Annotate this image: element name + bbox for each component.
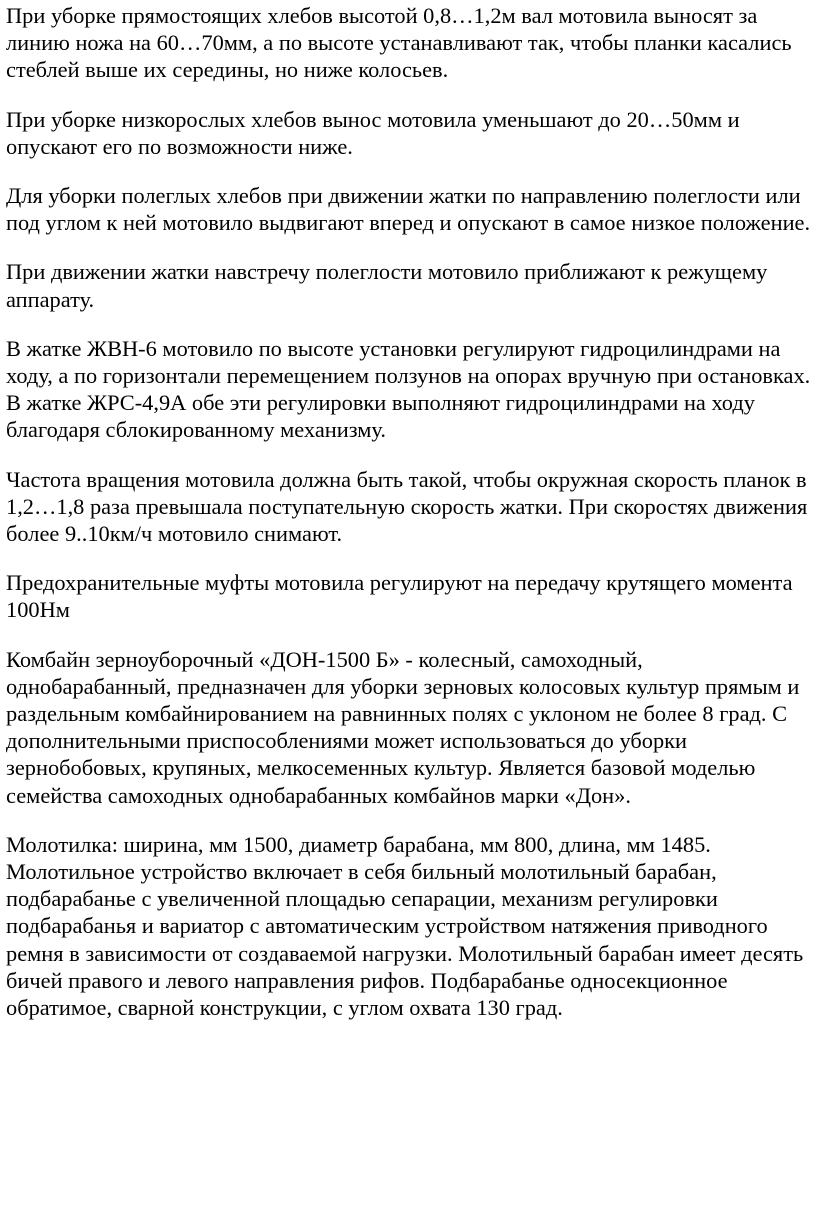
paragraph-combine-description: Комбайн зерноуборочный «ДОН-1500 Б» - колесный, самоходный, однобарабанный, предназначен для уборки зерновых колосовых культур прямым и раздельным комбайнированием на равнинных полях с уклоном не более 8 град. С дополнительными приспособлениями может использоваться до уборки зернобобовых, крупяных, мелкосеменных культур. Является базовой моделью семейства самоходных однобарабанных комбайнов марки «Дон». [6, 646, 800, 808]
paragraph-reel-against-lodging: При движении жатки навстречу полеглости мотовило приближают к режущему аппарату. [6, 259, 768, 312]
paragraph-reel-speed: Частота вращения мотовила должна быть такой, чтобы окружная скорость планок в 1,2…1,8 раза превышала поступательную скорость жатки. При скоростях движения более 9..10км/ч мотовило снимают. [6, 466, 808, 547]
document-page [6, 2, 812, 1043]
paragraph-safety-clutch: Предохранительные муфты мотовила регулируют на передачу крутящего момента 100Нм [6, 570, 793, 623]
paragraph-reel-position-short: При уборке низкорослых хлебов вынос мотовила уменьшают до 20…50мм и опускают его по возможности ниже. [6, 106, 740, 159]
paragraph-reel-position-upright: При уборке прямостоящих хлебов высотой 0,8…1,2м вал мотовила выносят за линию ножа на 60…70мм, а по высоте устанавливают так, чтобы планки касались стеблей выше их середины, но ниже колосьев. [6, 3, 792, 83]
paragraph-header-adjustment: В жатке ЖВН-6 мотовило по высоте установки регулируют гидроцилиндрами на ходу, а по горизонтали перемещением ползунов на опорах вручную при остановках. В жатке ЖРС-4,9А обе эти регулировки выполняют гидроцилиндрами на ходу благодаря сблокированному механизму. [6, 335, 811, 443]
paragraph-thresher-description: Молотилка: ширина, мм 1500, диаметр барабана, мм 800, длина, мм 1485. Молотильное устройство включает в себя бильный молотильный барабан, подбарабанье с увеличенной площадью сепарации, механизм регулировки подбарабанья и вариатор с автоматическим устройством натяжения приводного ремня в зависимости от создаваемой нагрузки. Молотильный барабан имеет десять бичей правого и левого направления рифов. Подбарабанье односекционное обратимое, сварной конструкции, с углом охвата 130 град. [6, 831, 804, 1021]
paragraph-reel-position-lodged: Для уборки полеглых хлебов при движении жатки по направлению полеглости или под углом к ней мотовило выдвигают вперед и опускают в самое низкое положение. [6, 183, 811, 236]
